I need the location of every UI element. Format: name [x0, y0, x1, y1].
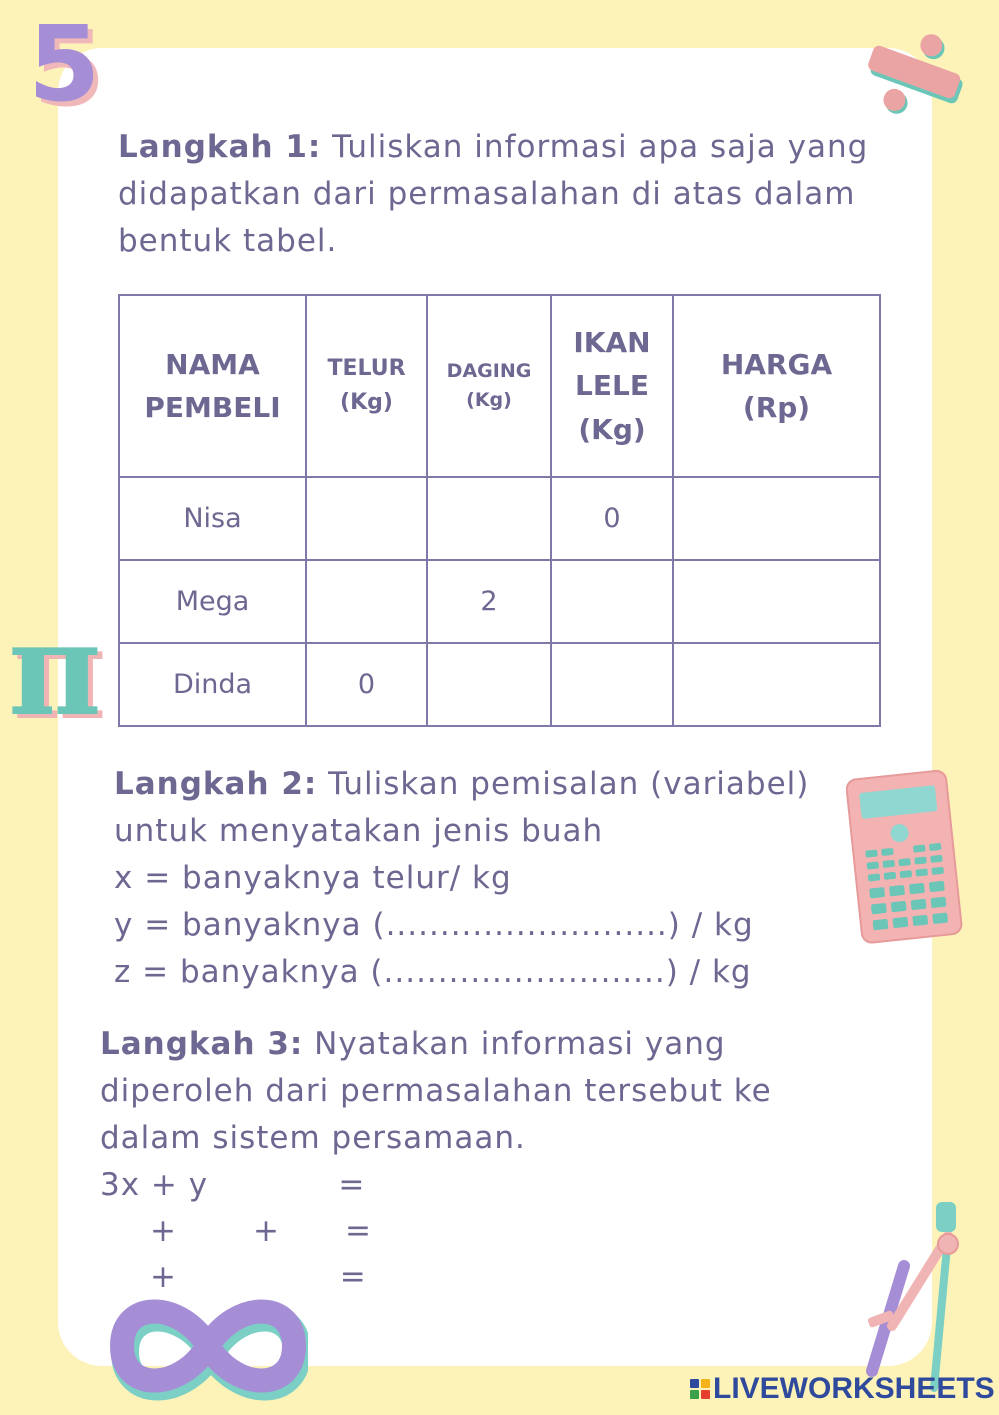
table-row — [119, 477, 880, 560]
cell-ikan-lele: 0 — [551, 477, 673, 560]
header-daging: DAGING (Kg) — [427, 295, 551, 477]
number-five-decoration: 5 — [28, 3, 101, 125]
divide-icon — [862, 30, 972, 116]
table-header-row — [119, 295, 880, 477]
liveworksheets-logo — [690, 1372, 995, 1406]
equation-1: 3x + y = — [100, 1167, 366, 1203]
cell-harga-input[interactable] — [673, 477, 880, 560]
table-row — [119, 560, 880, 643]
table-row — [119, 643, 880, 726]
calculator-icon — [846, 766, 976, 946]
cell-daging-input[interactable] — [427, 477, 551, 560]
header-harga: HARGA (Rp) — [673, 295, 880, 477]
step-1-text: Tuliskan informasi apa saja yang didapatkan dari permasalahan di atas dalam bentuk tabel. — [118, 129, 869, 259]
step-1-label: Langkah 1: — [118, 129, 322, 165]
header-ikan-lele: IKAN LELE (Kg) — [551, 295, 673, 477]
logo-mark-icon — [690, 1379, 710, 1399]
cell-telur-input[interactable] — [306, 477, 427, 560]
cell-ikan-lele-input[interactable] — [551, 643, 673, 726]
cell-ikan-lele-input[interactable] — [551, 560, 673, 643]
data-table — [118, 294, 881, 727]
step-2-paragraph — [114, 761, 834, 996]
header-nama-pembeli: NAMA PEMBELI — [119, 295, 306, 477]
cell-name: Nisa — [119, 477, 306, 560]
header-telur: TELUR (Kg) — [306, 295, 427, 477]
equation-3: + = — [150, 1259, 367, 1295]
step-3-label: Langkah 3: — [100, 1026, 304, 1062]
step-3-paragraph — [100, 1021, 860, 1162]
infinity-icon — [108, 1290, 308, 1402]
step-2-text: Tuliskan pemisalan (variabel) untuk menyatakan jenis buah x = banyaknya telur/ kg y = banyaknya (..........................) / kg z = banyaknya (..........................) / kg — [114, 766, 810, 990]
cell-name: Dinda — [119, 643, 306, 726]
logo-text: LIVEWORKSHEETS — [713, 1372, 995, 1405]
cell-harga-input[interactable] — [673, 643, 880, 726]
cell-name: Mega — [119, 560, 306, 643]
step-3-text: Nyatakan informasi yang diperoleh dari permasalahan tersebut ke dalam sistem persamaan. — [100, 1026, 772, 1156]
compass-icon — [852, 1196, 982, 1396]
pi-decoration: π — [8, 595, 102, 745]
equation-2: + + = — [150, 1213, 373, 1249]
step-1-paragraph — [118, 124, 908, 265]
step-2-label: Langkah 2: — [114, 766, 318, 802]
cell-harga-input[interactable] — [673, 560, 880, 643]
cell-daging-input[interactable] — [427, 643, 551, 726]
cell-daging: 2 — [427, 560, 551, 643]
cell-telur: 0 — [306, 643, 427, 726]
cell-telur-input[interactable] — [306, 560, 427, 643]
